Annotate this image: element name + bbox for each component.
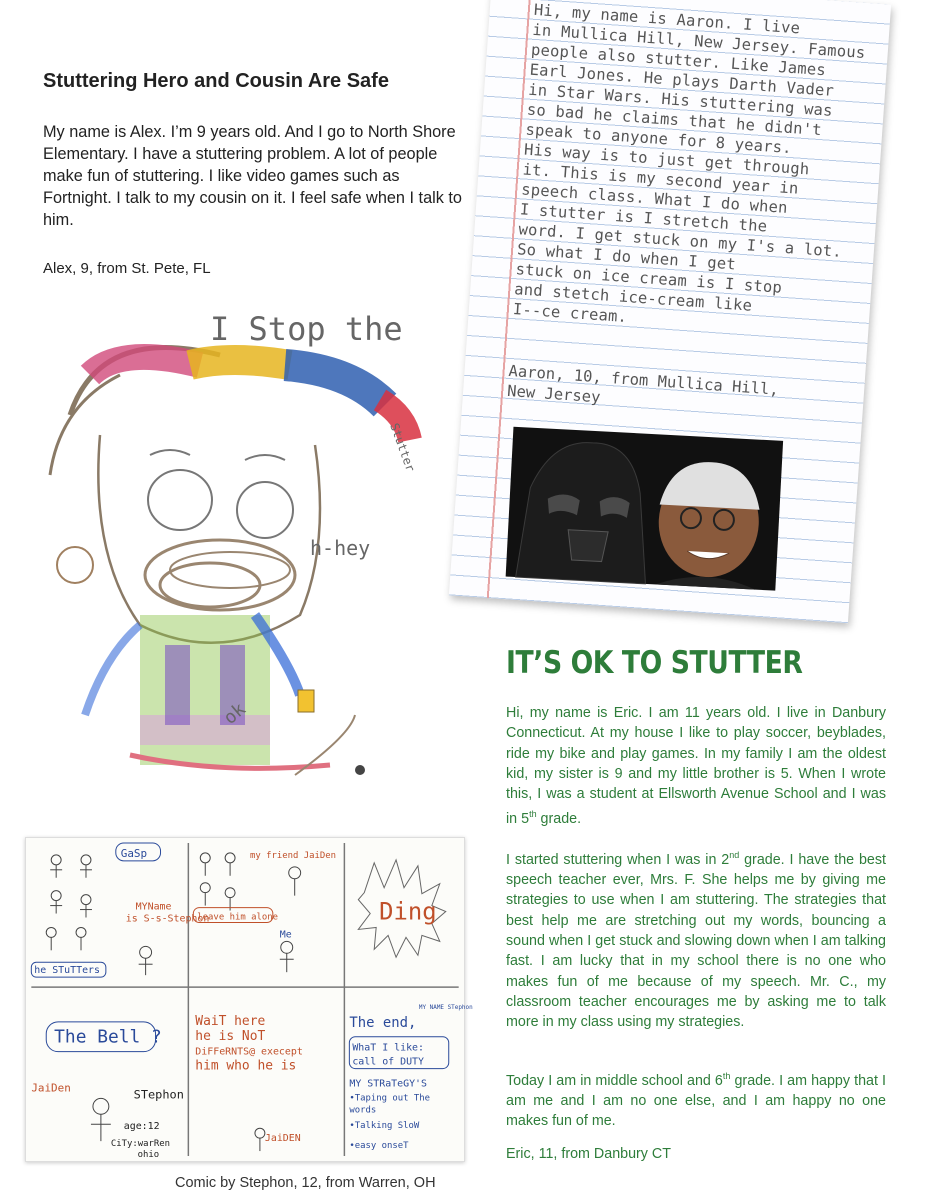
alex-drawing xyxy=(30,295,440,805)
comic-caption: Comic by Stephon, 12, from Warren, OH xyxy=(175,1175,436,1191)
alex-story-body: My name is Alex. I’m 9 years old. And I go to North Shore Elementary. I have a stuttering problem. A lot of people make fun of stuttering. I like video games such as Fortnight. I talk to my cousin on it. I feel safe when I talk to him. xyxy=(43,123,462,229)
darth-vader-james-earl-jones-photo xyxy=(506,427,783,591)
comic-text-he-stutters: he STuTTers xyxy=(34,965,101,977)
comic-text-wait-4: him who he is xyxy=(195,1058,297,1074)
eric-paragraph-2: I started stuttering when I was in 2nd grade. I have the best speech teacher ever, Mrs. F. She helps me by giving me strategies to use when I am stuttering. The strategies that best help me are stretching out my words, bouncing a sound when I get stuck and slowing down when I am talking fast. I am lucky that in my school there is no one who makes fun of me because of my speech. Mr. C., my classroom teacher encourages me by asking me to talk more in my class using my strategies. xyxy=(506,850,886,1031)
comic-text-wait-1: WaiT here xyxy=(195,1013,266,1029)
comic-text-like-2: call of DUTY xyxy=(352,1056,425,1068)
aaron-signature: Aaron, 10, from Mullica Hill, New Jersey xyxy=(506,361,780,407)
eric-signature: Eric, 11, from Danbury CT xyxy=(506,1146,671,1162)
aaron-letter-text: Hi, my name is Aaron. I live in Mullica Hill, New Jersey. Famous people also stutter. Like James Earl Jones. He plays Darth Vader in Star Wars. His stuttering was so bad he claims that he didn't speak to anyone for 8 years. His way is to just get through it. This is my second year in speech class. What I do when I stutter is I stretch the word. I get stuck on my I's a lot. So what I do when I get stuck on ice cream is I stop and stetch ice-cream like I--ce cream. xyxy=(512,0,866,327)
comic-text-leave: leave him alone xyxy=(197,912,279,923)
stephon-comic xyxy=(25,837,473,1162)
comic-text-the-end: The end, xyxy=(349,1014,417,1031)
comic-text-strategy-2: •Taping out The xyxy=(349,1093,431,1104)
comic-text-my-name-stephon: MY NAME STephon xyxy=(418,1003,473,1011)
aaron-notebook-letter xyxy=(449,0,891,623)
comic-text-wait-2: he is NoT xyxy=(195,1028,266,1044)
comic-text-age: age:12 xyxy=(123,1121,160,1133)
drawing-text-stop: I Stop the xyxy=(210,310,403,348)
comic-text-my-name: MYName xyxy=(135,901,172,913)
comic-text-stephon: STephon xyxy=(133,1087,184,1102)
eric-paragraph-3: Today I am in middle school and 6th grade. I am happy that I am me and I am no one else, and I am happy no one makes fun of me. xyxy=(506,1071,886,1130)
drawing-text-stutter: Stutter xyxy=(387,421,418,474)
comic-text-city-2: ohio xyxy=(137,1150,160,1161)
eric-article-title: IT’S OK TO STUTTER xyxy=(506,645,803,681)
comic-text-my-name-2: is S-s-Stephon xyxy=(125,913,210,925)
comic-text-gasp: GaSp xyxy=(120,846,148,860)
comic-text-my-friend: my friend JaiDen xyxy=(249,850,337,861)
eric-paragraph-1: Hi, my name is Eric. I am 11 years old. I live in Danbury Connecticut. At my house I like to play soccer, beyblades, ride my bike and play games. In my family I am the oldest kid, my sister is 9 and my little brother is 5. When I wrote this, I was a student at Ellsworth Avenue School and I was in 5th grade. xyxy=(506,705,886,828)
comic-text-ding: Ding xyxy=(379,897,437,926)
drawing-text-hey: h-hey xyxy=(310,536,371,560)
drawing-text-ok: ok xyxy=(219,698,250,729)
comic-text-jaiden: JaiDen xyxy=(31,1081,71,1095)
comic-text-bell: The Bell ? xyxy=(54,1026,162,1048)
comic-text-strategy-5: •easy onseT xyxy=(349,1141,409,1152)
comic-text-wait-3: DiFFeRNTS@ execept xyxy=(195,1046,303,1058)
alex-story-title: Stuttering Hero and Cousin Are Safe xyxy=(43,70,389,92)
alex-signature: Alex, 9, from St. Pete, FL xyxy=(43,260,211,277)
comic-text-strategy-4: •Talking SloW xyxy=(349,1121,420,1132)
comic-text-me: Me xyxy=(279,929,292,941)
comic-text-strategy-3: words xyxy=(349,1105,377,1116)
comic-text-jaiden-2: JaiDEN xyxy=(264,1133,301,1145)
comic-text-like-1: WhaT I like: xyxy=(352,1042,425,1054)
comic-text-strategy-1: MY STRaTeGY'S xyxy=(349,1078,428,1090)
comic-text-city: CiTy:warRen xyxy=(110,1139,171,1150)
